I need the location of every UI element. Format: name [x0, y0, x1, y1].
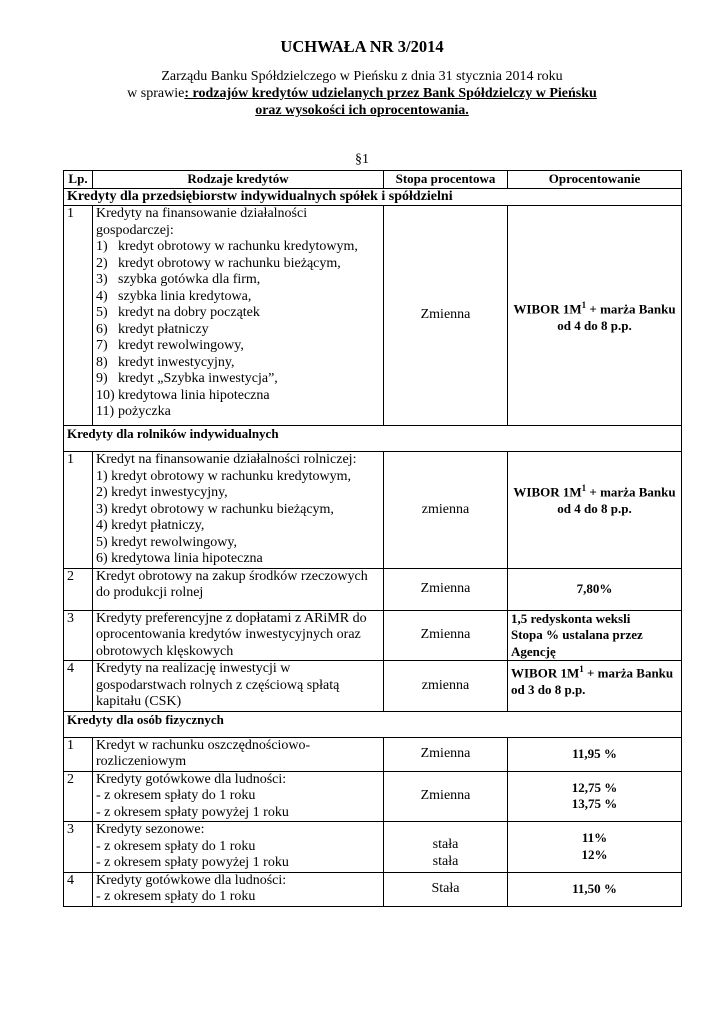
row-kind: [93, 206, 384, 426]
list-item: 5) kredyt rewolwingowy,: [96, 534, 238, 550]
list-item: 5) kredyt na dobry początek: [96, 305, 260, 320]
kind-list: [96, 239, 380, 421]
list-item: 6) kredyt płatniczy: [96, 321, 209, 337]
document-subject-line: [0, 86, 724, 102]
table-row: [64, 661, 682, 712]
row-rate-type: Zmienna: [384, 568, 508, 610]
row-kind: [93, 822, 384, 873]
row-line: Kredyty gotówkowe dla ludności:: [96, 771, 287, 787]
list-item: 6) kredytowa linia hipoteczna: [96, 551, 263, 566]
row-lp: 3: [64, 610, 93, 661]
row-rate-type: Zmienna: [384, 737, 508, 771]
row-rate-type: zmienna: [384, 452, 508, 569]
row-interest: 11% 12%: [508, 822, 682, 873]
row-interest: WIBOR $1M^1$ + marża Banku od 4 do 8 p.p.: [508, 452, 682, 569]
list-item: 3) szybka gotówka dla firm,: [96, 272, 261, 287]
list-item: 4) kredyt płatniczy,: [96, 518, 205, 533]
row-rate-type: stała stała: [384, 822, 508, 873]
section-row: [64, 711, 682, 737]
row-lead: Kredyt na finansowanie działalności rolniczej:: [96, 452, 357, 467]
row-interest: 11,95 %: [508, 737, 682, 771]
row-line: Kredyty gotówkowe dla ludności:: [96, 872, 287, 888]
subject-underlined-2: oraz wysokości ich oprocentowania.: [255, 103, 469, 118]
subject-underlined: : rodzajów kredytów udzielanych przez Bank Spółdzielczy w Pieńsku: [184, 86, 597, 101]
row-rate-type: Zmienna: [384, 771, 508, 822]
row-lp: 2: [64, 771, 93, 822]
row-kind: [93, 771, 384, 822]
document-subtitle: Zarządu Banku Spółdzielczego w Pieńsku z dnia 31 stycznia 2014 roku: [161, 69, 563, 84]
table-row: [64, 872, 682, 906]
row-lp: 1: [64, 452, 93, 569]
table-row: [64, 822, 682, 873]
table-header-row: [64, 171, 682, 189]
row-kind: [93, 872, 384, 906]
row-line: - z okresem spłaty do 1 roku: [96, 838, 256, 854]
row-interest: 11,50 %: [508, 872, 682, 906]
list-item: 8) kredyt inwestycyjny,: [96, 354, 235, 370]
row-lp: 1: [64, 206, 93, 426]
document-subject-line-2: [0, 103, 724, 119]
row-line: - z okresem spłaty powyżej 1 roku: [96, 804, 289, 820]
header-interest: Oprocentowanie: [508, 171, 682, 189]
list-item: 1) kredyt obrotowy w rachunku kredytowym,: [96, 239, 358, 254]
section-row: [64, 188, 682, 206]
header-lp: Lp.: [64, 171, 93, 189]
table-row: [64, 568, 682, 610]
header-rate-type: Stopa procentowa: [384, 171, 508, 189]
row-lp: 4: [64, 661, 93, 712]
table-row: [64, 610, 682, 661]
row-kind: Kredyty preferencyjne z dopłatami z ARiMR do oprocentowania kredytów inwestycyjnych oraz obrotowych klęskowych: [93, 610, 384, 661]
table-row: [64, 737, 682, 771]
credit-table: [63, 170, 682, 907]
row-rate-type: zmienna: [384, 661, 508, 712]
row-lp: 1: [64, 737, 93, 771]
row-kind: Kredyt obrotowy na zakup środków rzeczowych do produkcji rolnej: [93, 568, 384, 610]
row-line: - z okresem spłaty do 1 roku: [96, 889, 256, 904]
list-item: 4) szybka linia kredytowa,: [96, 288, 252, 304]
list-item: 10) kredytowa linia hipoteczna: [96, 387, 270, 403]
table-row: [64, 452, 682, 569]
row-kind: Kredyt w rachunku oszczędnościowo-rozliczeniowym: [93, 737, 384, 771]
list-item: 9) kredyt „Szybka inwestycja”,: [96, 371, 278, 386]
row-lead: Kredyty na finansowanie działalności gospodarczej:: [96, 206, 308, 238]
list-item: 7) kredyt rewolwingowy,: [96, 338, 244, 353]
section-title: Kredyty dla rolników indywidualnych: [64, 426, 682, 452]
list-item: 3) kredyt obrotowy w rachunku bieżącym,: [96, 501, 334, 517]
row-kind: Kredyty na realizację inwestycji w gospodarstwach rolnych z częściową spłatą kapitału (CSK): [93, 661, 384, 712]
row-rate-type: Stała: [384, 872, 508, 906]
row-rate-type: Zmienna: [384, 610, 508, 661]
row-interest: 1,5 redyskonta weksli Stopa % ustalana przez Agencję: [508, 610, 682, 661]
document-title: UCHWAŁA NR 3/2014: [280, 37, 444, 56]
row-interest: 7,80%: [508, 568, 682, 610]
list-item: 1) kredyt obrotowy w rachunku kredytowym,: [96, 468, 352, 484]
header-kind: Rodzaje kredytów: [93, 171, 384, 189]
section-title: Kredyty dla osób fizycznych: [64, 711, 682, 737]
subject-prefix: w sprawie: [127, 86, 185, 101]
list-item: 2) kredyt obrotowy w rachunku bieżącym,: [96, 255, 341, 271]
row-interest: WIBOR $1M^1$ + marża Banku od 3 do 8 p.p.: [508, 661, 682, 712]
row-line: - z okresem spłaty powyżej 1 roku: [96, 855, 289, 870]
row-lp: 3: [64, 822, 93, 873]
table-row: [64, 771, 682, 822]
row-line: Kredyty sezonowe:: [96, 822, 205, 837]
row-kind: [93, 452, 384, 569]
row-lp: 2: [64, 568, 93, 610]
table-row: [64, 206, 682, 426]
row-interest: 12,75 % 13,75 %: [508, 771, 682, 822]
row-rate-type: Zmienna: [384, 206, 508, 426]
list-item: 2) kredyt inwestycyjny,: [96, 485, 228, 500]
section-title: Kredyty dla przedsiębiorstw indywidualnych spółek i spółdzielni: [64, 188, 682, 206]
list-item: 11) pożyczka: [96, 404, 171, 419]
section-row: [64, 426, 682, 452]
row-interest: WIBOR $1M^1$ + marża Banku od 4 do 8 p.p.: [508, 206, 682, 426]
section-mark: §1: [355, 152, 369, 167]
row-lp: 4: [64, 872, 93, 906]
row-line: - z okresem spłaty do 1 roku: [96, 788, 256, 803]
